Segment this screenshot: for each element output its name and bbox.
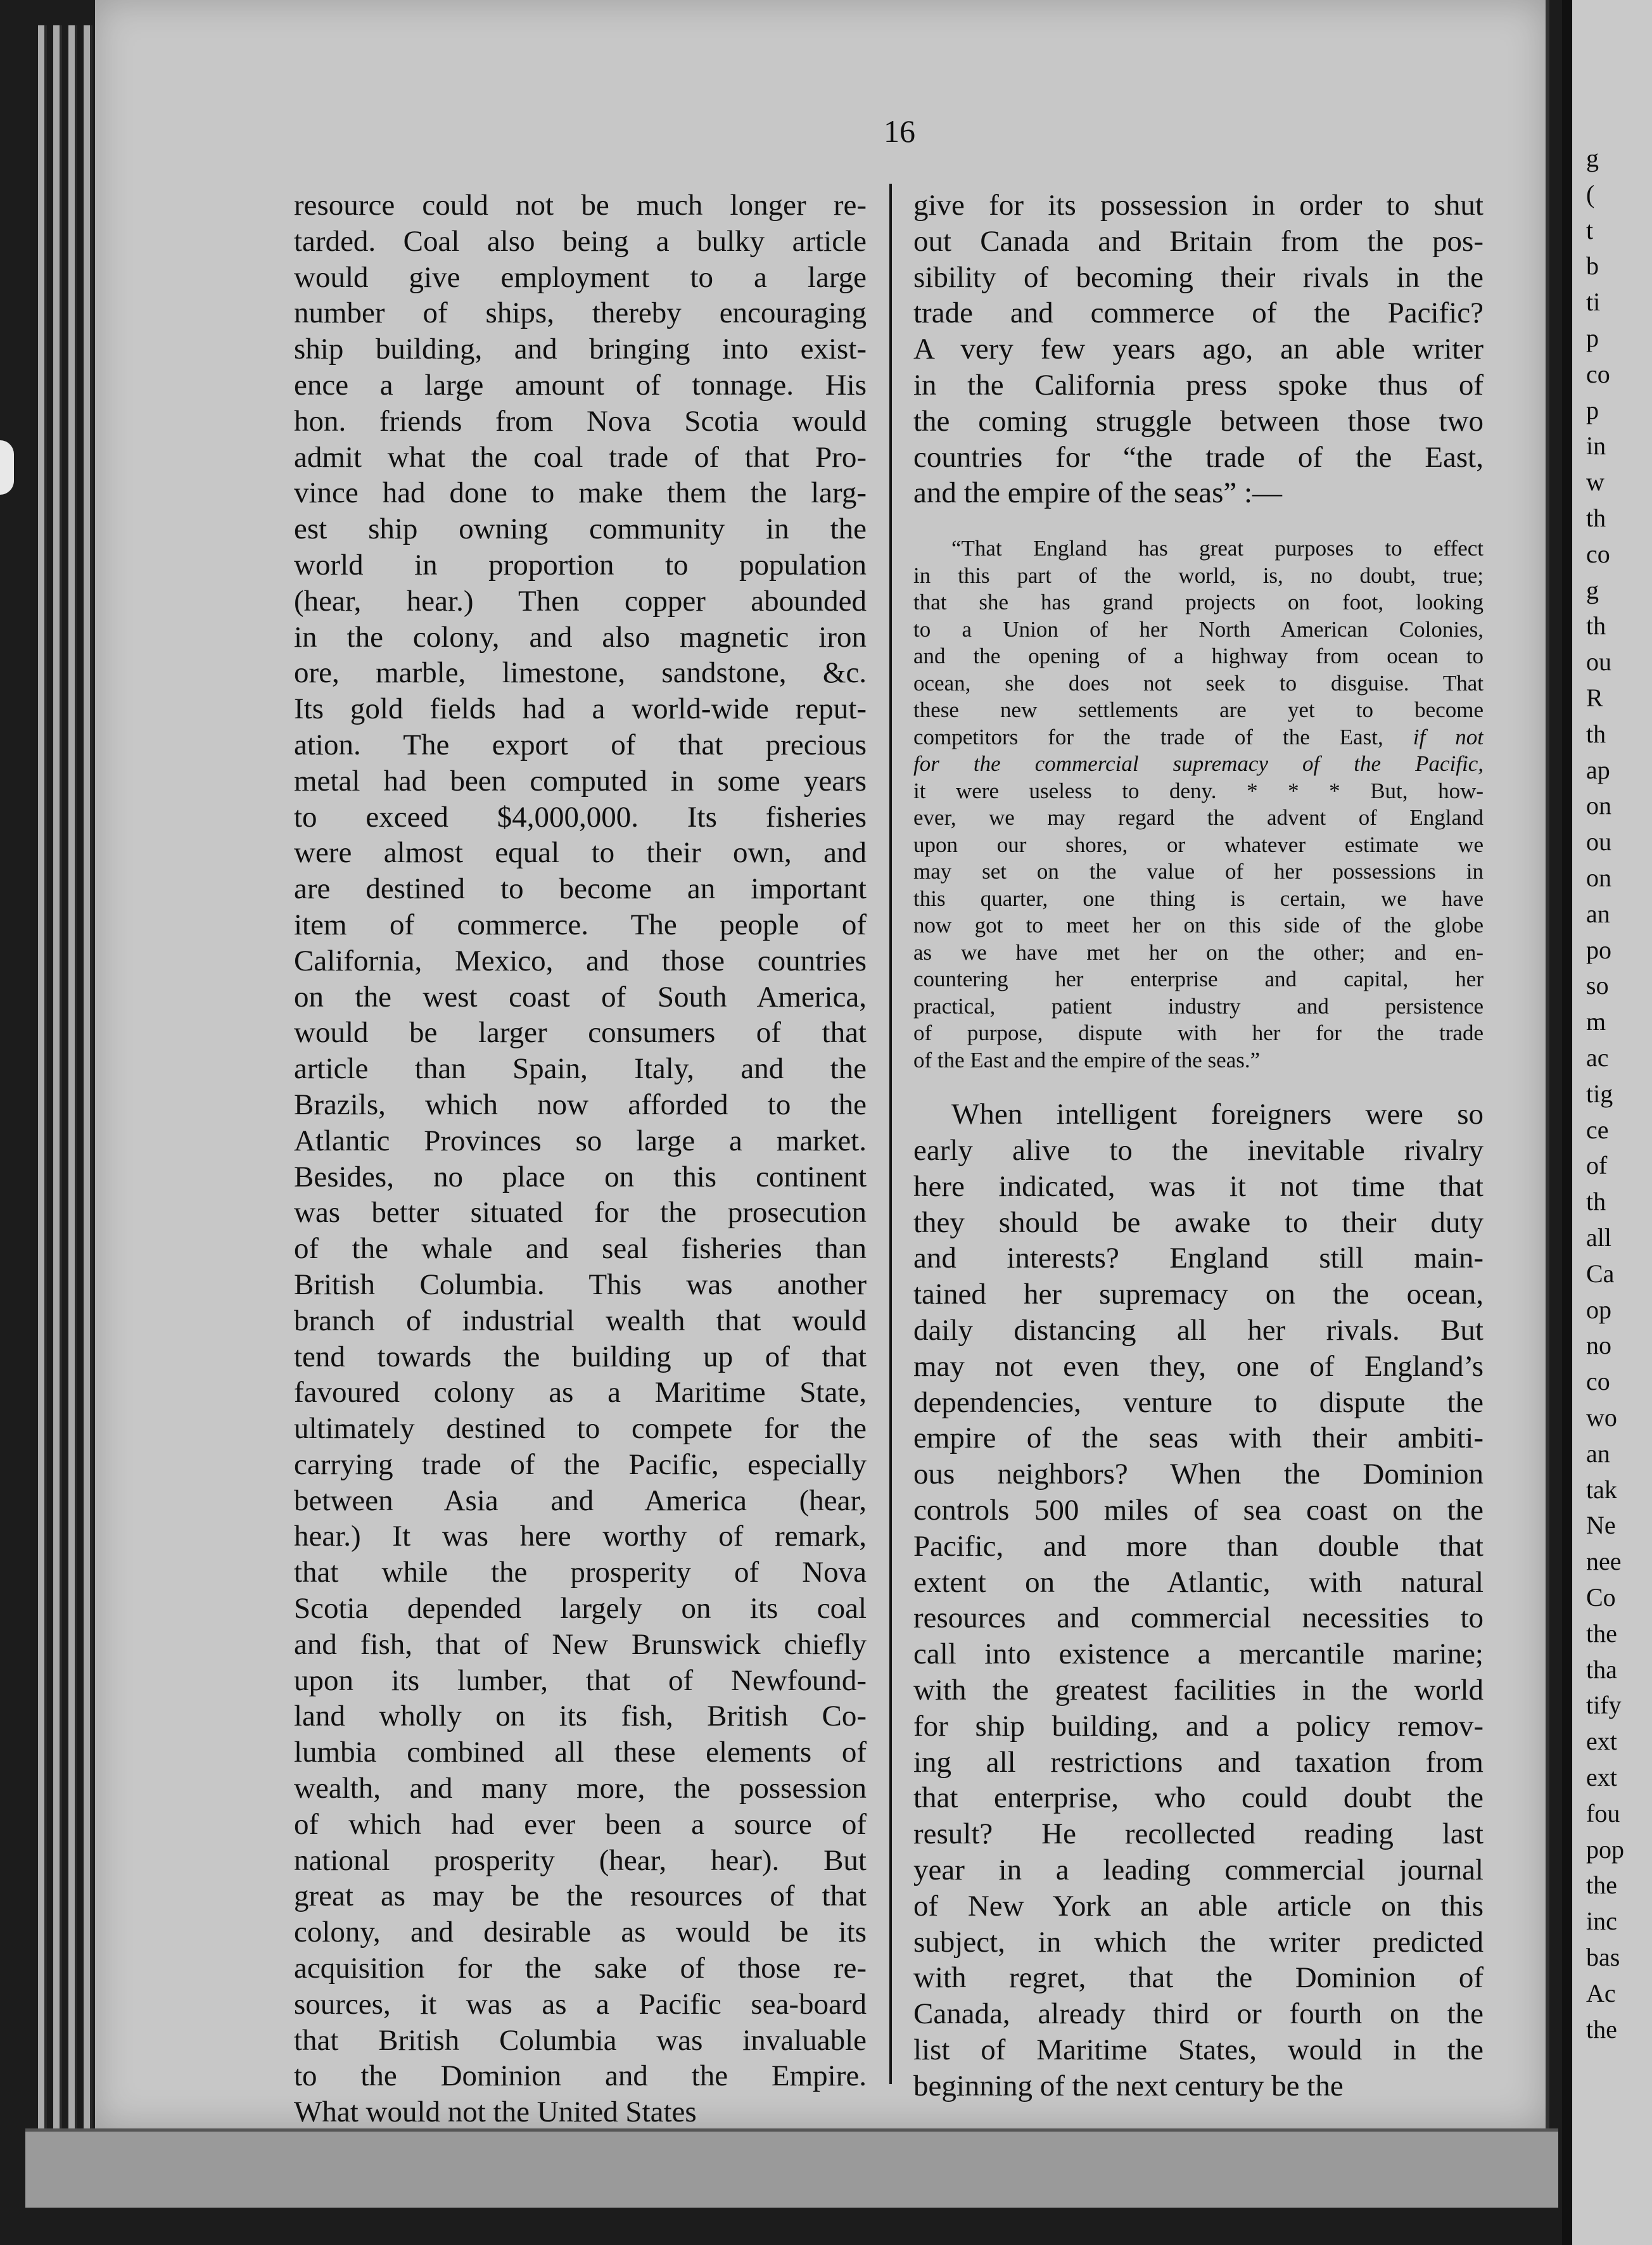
adjacent-page-fragment: Ac bbox=[1586, 1978, 1616, 2007]
adjacent-page-fragment: th bbox=[1586, 611, 1606, 640]
text-line: tend towards the building up of that bbox=[294, 1340, 867, 1373]
text-line: tarded. Coal also being a bulky article bbox=[294, 224, 867, 258]
text-line: countries for “the trade of the East, bbox=[913, 440, 1484, 474]
adjacent-page-fragment: tify bbox=[1586, 1691, 1622, 1720]
column-divider-rule bbox=[889, 184, 892, 2084]
right-column-paragraph-main bbox=[913, 1097, 1484, 2104]
text-line: ous neighbors? When the Dominion bbox=[913, 1458, 1484, 1491]
adjacent-page-fragment: tha bbox=[1586, 1655, 1617, 1684]
block-quotation bbox=[913, 535, 1484, 1074]
adjacent-page-fragment: ou bbox=[1586, 647, 1611, 677]
adjacent-page-fragment: an bbox=[1586, 1439, 1610, 1468]
text-line: metal had been computed in some years bbox=[294, 764, 867, 798]
text-line: are destined to become an important bbox=[294, 872, 867, 906]
text-line: ing all restrictions and taxation from bbox=[913, 1745, 1484, 1779]
text-line: ation. The export of that precious bbox=[294, 728, 867, 761]
text-line: dependencies, venture to dispute the bbox=[913, 1385, 1484, 1419]
text-line: When intelligent foreigners were so bbox=[951, 1098, 1484, 1131]
text-line: ence a large amount of tonnage. His bbox=[294, 368, 867, 402]
adjacent-page-fragment: t bbox=[1586, 215, 1594, 245]
adjacent-page-fragment: th bbox=[1586, 504, 1606, 532]
text-line: hear.) It was here worthy of remark, bbox=[294, 1520, 867, 1553]
adjacent-page-fragment: g bbox=[1586, 575, 1599, 604]
text-line: would give employment to a large bbox=[294, 260, 867, 294]
text-line: favoured colony as a Maritime State, bbox=[294, 1376, 867, 1409]
adjacent-page-fragment: on bbox=[1586, 791, 1611, 820]
quote-line: upon our shores, or whatever estimate we bbox=[913, 832, 1484, 857]
adjacent-page-fragment: bas bbox=[1586, 1943, 1620, 1971]
page-stack-edge bbox=[38, 25, 47, 2207]
text-line: they should be awake to their duty bbox=[913, 1205, 1484, 1239]
text-line: admit what the coal trade of that Pro- bbox=[294, 440, 867, 474]
quote-line: now got to meet her on this side of the globe bbox=[913, 913, 1484, 938]
text-line: est ship owning community in the bbox=[294, 512, 867, 546]
adjacent-page-fragment: so bbox=[1586, 971, 1609, 1000]
adjacent-page-fragment: po bbox=[1586, 935, 1611, 964]
text-line: here indicated, was it not time that bbox=[913, 1169, 1484, 1203]
adjacent-page-fragment: p bbox=[1586, 395, 1599, 424]
quote-line: “That England has great purposes to effect bbox=[951, 536, 1484, 561]
text-line: ultimately destined to compete for the bbox=[294, 1412, 867, 1446]
text-line: world in proportion to population bbox=[294, 548, 867, 582]
adjacent-page-fragment: g bbox=[1586, 144, 1599, 172]
text-line: give for its possession in order to shut bbox=[913, 189, 1484, 222]
adjacent-page-fragment: Ne bbox=[1586, 1511, 1616, 1540]
text-line: the coming struggle between those two bbox=[913, 404, 1484, 438]
text-line: in the colony, and also magnetic iron bbox=[294, 620, 867, 654]
quote-line: for the commercial supremacy of the Pacific, bbox=[913, 751, 1484, 777]
adjacent-page-fragment: ap bbox=[1586, 755, 1610, 784]
text-line: of which had ever been a source of bbox=[294, 1807, 867, 1841]
adjacent-page-fragment: tig bbox=[1586, 1079, 1613, 1108]
adjacent-page-fragment: ext bbox=[1586, 1763, 1617, 1791]
quote-line: to a Union of her North American Colonies, bbox=[913, 616, 1484, 642]
text-line: item of commerce. The people of bbox=[294, 908, 867, 941]
text-line: with the greatest facilities in the world bbox=[913, 1673, 1484, 1707]
adjacent-page-fragment: the bbox=[1586, 1619, 1617, 1648]
text-line: was better situated for the prosecution bbox=[294, 1196, 867, 1230]
adjacent-page-fragment: th bbox=[1586, 719, 1606, 748]
text-line: were almost equal to their own, and bbox=[294, 836, 867, 870]
adjacent-page-fragment: co bbox=[1586, 359, 1610, 388]
text-line: that while the prosperity of Nova bbox=[294, 1556, 867, 1589]
adjacent-page-fragment: pop bbox=[1586, 1835, 1624, 1864]
text-line: article than Spain, Italy, and the bbox=[294, 1052, 867, 1086]
adjacent-page-fragment: b bbox=[1586, 251, 1599, 281]
text-line: number of ships, thereby encouraging bbox=[294, 296, 867, 330]
text-line: hon. friends from Nova Scotia would bbox=[294, 404, 867, 438]
page-stack-edge bbox=[53, 25, 62, 2207]
text-line: Atlantic Provinces so large a market. bbox=[294, 1124, 867, 1157]
text-line: upon its lumber, that of Newfound- bbox=[294, 1663, 867, 1697]
text-line: California, Mexico, and those countries bbox=[294, 944, 867, 977]
text-line: resource could not be much longer re- bbox=[294, 189, 867, 222]
text-line: ore, marble, limestone, sandstone, &c. bbox=[294, 656, 867, 690]
text-line: with regret, that the Dominion of bbox=[913, 1961, 1484, 1995]
text-line: and fish, that of New Brunswick chiefly bbox=[294, 1627, 867, 1661]
text-line: land wholly on its fish, British Co- bbox=[294, 1700, 867, 1733]
text-line: tained her supremacy on the ocean, bbox=[913, 1278, 1484, 1311]
adjacent-page-fragment: m bbox=[1586, 1007, 1606, 1036]
page-stack-bottom bbox=[25, 2128, 1558, 2208]
adjacent-page-fragment: all bbox=[1586, 1223, 1611, 1252]
adjacent-page-fragment: in bbox=[1586, 431, 1606, 461]
scan-blemish bbox=[0, 440, 14, 495]
quote-line: these new settlements are yet to become bbox=[913, 697, 1484, 723]
text-line: controls 500 miles of sea coast on the bbox=[913, 1493, 1484, 1527]
text-line: resources and commercial necessities to bbox=[913, 1601, 1484, 1635]
text-line: Pacific, and more than double that bbox=[913, 1529, 1484, 1563]
text-line: on the west coast of South America, bbox=[294, 980, 867, 1014]
quote-line: as we have met her on the other; and en- bbox=[913, 939, 1484, 965]
adjacent-page-fragment: of bbox=[1586, 1151, 1608, 1180]
page-stack-edge bbox=[84, 25, 92, 2207]
adjacent-page-fragment: ext bbox=[1586, 1727, 1617, 1756]
adjacent-page-fragment: tak bbox=[1586, 1475, 1617, 1504]
text-line: national prosperity (hear, hear). But bbox=[294, 1843, 867, 1877]
adjacent-page-fragment: inc bbox=[1586, 1907, 1617, 1936]
text-line: that enterprise, who could doubt the bbox=[913, 1781, 1484, 1815]
text-line: and interests? England still main- bbox=[913, 1242, 1484, 1275]
right-text-column bbox=[913, 188, 1484, 2104]
adjacent-page-fragment: ce bbox=[1586, 1115, 1609, 1144]
adjacent-page-fragment: fou bbox=[1586, 1798, 1620, 1828]
adjacent-page-fragment: an bbox=[1586, 899, 1610, 928]
adjacent-page-fragment: ( bbox=[1586, 179, 1595, 208]
left-text-column bbox=[294, 188, 867, 2130]
text-line: and the empire of the seas” :— bbox=[913, 476, 1283, 510]
quote-line: competitors for the trade of the East, if not bbox=[913, 724, 1484, 749]
quote-line: practical, patient industry and persistence bbox=[913, 993, 1484, 1019]
quote-line: ocean, she does not seek to disguise. That bbox=[913, 670, 1484, 696]
text-line: colony, and desirable as would be its bbox=[294, 1916, 867, 1949]
text-line: would be larger consumers of that bbox=[294, 1016, 867, 1050]
text-line: in the California press spoke thus of bbox=[913, 368, 1484, 402]
text-line: British Columbia. This was another bbox=[294, 1268, 867, 1301]
text-line: ship building, and bringing into exist- bbox=[294, 333, 867, 366]
text-line: subject, in which the writer predicted bbox=[913, 1925, 1484, 1959]
quote-line: of purpose, dispute with her for the trade bbox=[913, 1021, 1484, 1046]
text-line: sources, it was as a Pacific sea-board bbox=[294, 1987, 867, 2021]
quote-line: it were useless to deny. * * * But, how- bbox=[913, 778, 1484, 803]
adjacent-page-fragment: R bbox=[1586, 684, 1603, 712]
quote-line: ever, we may regard the advent of England bbox=[913, 805, 1484, 830]
adjacent-page-fragment: co bbox=[1586, 539, 1610, 568]
text-line: result? He recollected reading last bbox=[913, 1817, 1484, 1851]
text-line: What would not the United States bbox=[294, 2096, 697, 2129]
quote-line: that she has grand projects on foot, looking bbox=[913, 590, 1484, 615]
adjacent-page-fragment: w bbox=[1586, 467, 1604, 497]
text-line: Brazils, which now afforded to the bbox=[294, 1088, 867, 1121]
quote-line: this quarter, one thing is certain, we have bbox=[913, 886, 1484, 911]
quote-line: and the opening of a highway from ocean to bbox=[913, 644, 1484, 669]
text-line: wealth, and many more, the possession bbox=[294, 1772, 867, 1805]
adjacent-page-fragment: th bbox=[1586, 1187, 1606, 1216]
text-line: to exceed $4,000,000. Its fisheries bbox=[294, 800, 867, 834]
text-line: out Canada and Britain from the pos- bbox=[913, 224, 1484, 258]
quote-line: countering her enterprise and capital, her bbox=[913, 967, 1484, 992]
adjacent-page-fragment: co bbox=[1586, 1367, 1610, 1396]
quote-line: may set on the value of her possessions in bbox=[913, 859, 1484, 884]
text-line: daily distancing all her rivals. But bbox=[913, 1313, 1484, 1347]
text-line: may not even they, one of England’s bbox=[913, 1349, 1484, 1383]
adjacent-page-edge bbox=[1562, 0, 1652, 2245]
text-line: (hear, hear.) Then copper abounded bbox=[294, 584, 867, 618]
text-line: of New York an able article on this bbox=[913, 1889, 1484, 1923]
adjacent-page-fragment: no bbox=[1586, 1331, 1611, 1360]
text-line: great as may be the resources of that bbox=[294, 1879, 867, 1913]
text-line: year in a leading commercial journal bbox=[913, 1853, 1484, 1886]
text-line: A very few years ago, an able writer bbox=[913, 333, 1484, 366]
text-line: vince had done to make them the larg- bbox=[294, 476, 867, 510]
adjacent-page-fragment: Ca bbox=[1586, 1259, 1615, 1288]
text-line: carrying trade of the Pacific, especially bbox=[294, 1447, 867, 1481]
adjacent-page-fragment: the bbox=[1586, 2014, 1617, 2044]
text-line: of the whale and seal fisheries than bbox=[294, 1232, 867, 1266]
quote-line: in this part of the world, is, no doubt, true; bbox=[913, 563, 1484, 588]
adjacent-page-fragment: wo bbox=[1586, 1403, 1617, 1432]
quote-line: of the East and the empire of the seas.” bbox=[913, 1047, 1261, 1072]
text-line: acquisition for the sake of those re- bbox=[294, 1952, 867, 1985]
text-line: Canada, already third or fourth on the bbox=[913, 1997, 1484, 2031]
text-line: for ship building, and a policy remov- bbox=[913, 1709, 1484, 1743]
adjacent-page-fragment: ou bbox=[1586, 827, 1611, 856]
adjacent-page-fragment: the bbox=[1586, 1871, 1617, 1900]
text-line: Its gold fields had a world-wide reput- bbox=[294, 692, 867, 726]
page-stack-edge bbox=[68, 25, 77, 2207]
text-line: between Asia and America (hear, bbox=[294, 1484, 867, 1517]
text-line: that British Columbia was invaluable bbox=[294, 2023, 867, 2057]
text-line: sibility of becoming their rivals in the bbox=[913, 260, 1484, 294]
text-line: early alive to the inevitable rivalry bbox=[913, 1133, 1484, 1167]
page-number: 16 bbox=[884, 113, 915, 149]
adjacent-page-fragment: ac bbox=[1586, 1043, 1609, 1072]
adjacent-page-fragment: ti bbox=[1586, 288, 1601, 317]
text-line: Scotia depended largely on its coal bbox=[294, 1592, 867, 1625]
text-line: beginning of the next century be the bbox=[913, 2069, 1344, 2102]
text-line: to the Dominion and the Empire. bbox=[294, 2059, 867, 2093]
adjacent-page-fragment: on bbox=[1586, 863, 1611, 892]
adjacent-page-fragment: nee bbox=[1586, 1547, 1622, 1576]
adjacent-page-fragment: Co bbox=[1586, 1583, 1616, 1612]
text-line: call into existence a mercantile marine; bbox=[913, 1638, 1484, 1671]
text-line: extent on the Atlantic, with natural bbox=[913, 1565, 1484, 1599]
text-line: empire of the seas with their ambiti- bbox=[913, 1421, 1484, 1455]
text-line: Besides, no place on this continent bbox=[294, 1160, 867, 1193]
text-line: branch of industrial wealth that would bbox=[294, 1304, 867, 1337]
adjacent-page-fragment: op bbox=[1586, 1295, 1611, 1324]
text-line: lumbia combined all these elements of bbox=[294, 1736, 867, 1769]
text-line: list of Maritime States, would in the bbox=[913, 2033, 1484, 2066]
right-column-paragraph-intro bbox=[913, 188, 1484, 511]
text-line: trade and commerce of the Pacific? bbox=[913, 296, 1484, 330]
adjacent-page-fragment: p bbox=[1586, 324, 1599, 352]
